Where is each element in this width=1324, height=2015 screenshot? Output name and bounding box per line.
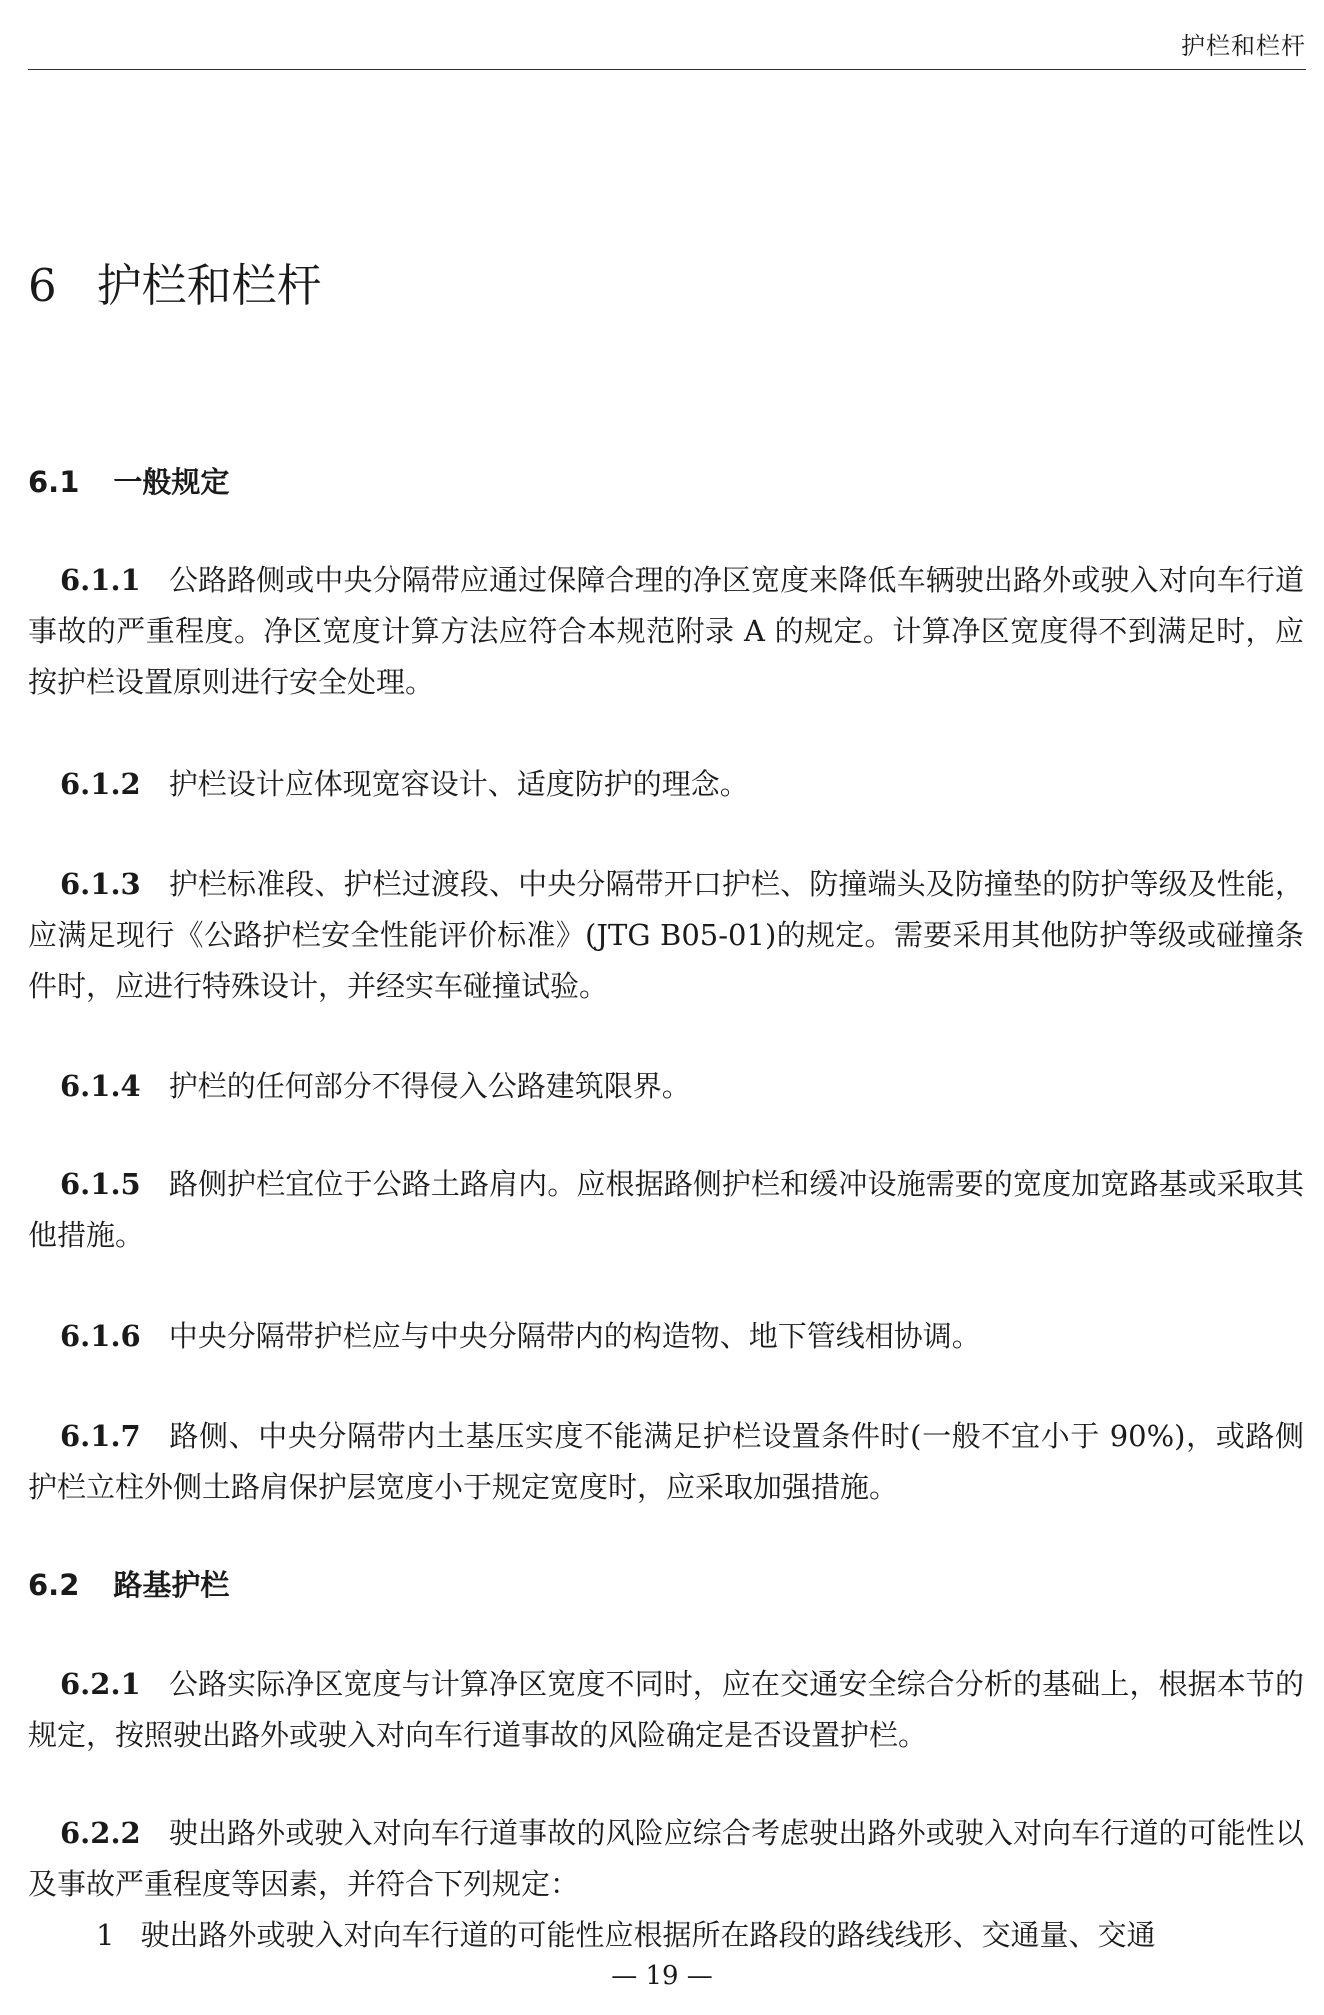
clause-number: 6.2.2 xyxy=(60,1816,141,1850)
clause-6-1-4 xyxy=(28,1061,1304,1112)
clause-number: 6.1.1 xyxy=(60,563,141,597)
list-item xyxy=(28,1910,1304,1961)
clause-text: 护栏标准段、护栏过渡段、中央分隔带开口护栏、防撞端头及防撞垫的防护等级及性能，应满足现行《公路护栏安全性能评价标准》(JTG B05-01)的规定。需要采用其他防护等级或碰撞条件时，应进行特殊设计，并经实车碰撞试验。 xyxy=(28,867,1304,1003)
section-title: 一般规定 xyxy=(113,465,230,499)
item-text: 驶出路外或驶入对向车行道的可能性应根据所在路段的路线线形、交通量、交通 xyxy=(140,1918,1156,1952)
clause-text: 路侧护栏宜位于公路土路肩内。应根据路侧护栏和缓冲设施需要的宽度加宽路基或采取其他措施。 xyxy=(28,1167,1304,1252)
clause-6-1-1 xyxy=(28,555,1304,708)
clause-text: 公路实际净区宽度与计算净区宽度不同时，应在交通安全综合分析的基础上，根据本节的规定，按照驶出路外或驶入对向车行道事故的风险确定是否设置护栏。 xyxy=(28,1667,1304,1752)
section-number: 6.1 xyxy=(28,465,80,499)
clause-number: 6.2.1 xyxy=(60,1667,141,1701)
clause-text: 中央分隔带护栏应与中央分隔带内的构造物、地下管线相协调。 xyxy=(168,1319,981,1353)
clause-number: 6.1.7 xyxy=(60,1419,141,1453)
clause-6-2-1 xyxy=(28,1659,1304,1761)
running-header: 护栏和栏杆 xyxy=(1181,32,1306,60)
chapter-title-text: 护栏和栏杆 xyxy=(96,259,322,312)
clause-6-2-2 xyxy=(28,1808,1304,1910)
chapter-number: 6 xyxy=(28,259,57,312)
item-number: 1 xyxy=(96,1918,115,1952)
chapter-title xyxy=(28,256,322,316)
section-number: 6.2 xyxy=(28,1568,80,1602)
clause-6-1-7 xyxy=(28,1411,1304,1513)
clause-6-1-6 xyxy=(28,1311,1304,1362)
section-heading-6-2 xyxy=(28,1563,229,1607)
header-rule xyxy=(28,69,1306,70)
clause-6-1-3 xyxy=(28,859,1304,1012)
clause-6-1-5 xyxy=(28,1159,1304,1261)
page-number: — 19 — xyxy=(611,1961,713,1991)
clause-text: 路侧、中央分隔带内土基压实度不能满足护栏设置条件时(一般不宜小于 90%)，或路侧护栏立柱外侧土路肩保护层宽度小于规定宽度时，应采取加强措施。 xyxy=(28,1419,1304,1504)
clause-number: 6.1.5 xyxy=(60,1167,141,1201)
clause-6-1-2 xyxy=(28,759,1304,810)
section-heading-6-1 xyxy=(28,460,229,504)
clause-number: 6.1.6 xyxy=(60,1319,141,1353)
clause-text: 护栏设计应体现宽容设计、适度防护的理念。 xyxy=(168,767,749,801)
clause-text: 护栏的任何部分不得侵入公路建筑限界。 xyxy=(168,1069,691,1103)
clause-number: 6.1.2 xyxy=(60,767,141,801)
clause-text: 公路路侧或中央分隔带应通过保障合理的净区宽度来降低车辆驶出路外或驶入对向车行道事故的严重程度。净区宽度计算方法应符合本规范附录 A 的规定。计算净区宽度得不到满足时，应按护栏设置原则进行安全处理。 xyxy=(28,563,1304,699)
clause-number: 6.1.3 xyxy=(60,867,141,901)
clause-number: 6.1.4 xyxy=(60,1069,141,1103)
clause-text: 驶出路外或驶入对向车行道事故的风险应综合考虑驶出路外或驶入对向车行道的可能性以及事故严重程度等因素，并符合下列规定： xyxy=(28,1816,1304,1901)
section-title: 路基护栏 xyxy=(113,1568,230,1602)
